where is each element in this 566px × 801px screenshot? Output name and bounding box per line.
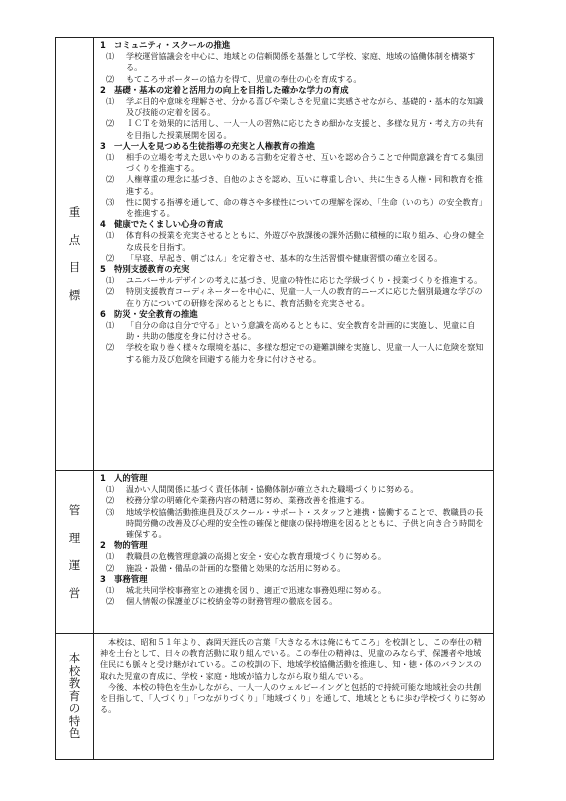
list-item: ⑵ 個人情報の保護並びに校納金等の財務管理の徹底を図る。	[106, 596, 338, 607]
school-features-row	[56, 633, 493, 759]
list-item: ⑵ 特別支援教育コーディネーターを中心に、児童一人一人の教育的ニーズに応じた個別最適な学びの在り方についての研修を深めるとともに、教育活動を充実させる。	[106, 286, 483, 308]
list-item: ⑶ 地域学校協働活動推進員及びスクール・サポート・スタッフと連携・協働することで、教職員の長時間労働の改善及び心理的安全性の確保と健康の保持増進を図るとともに、子供と向き合う時間を確保する。	[106, 506, 484, 540]
list-item: ⑴ 教職員の危機管理意識の高揚と安全・安心な教育環境づくりに努める。	[106, 551, 387, 562]
label-char: の	[68, 701, 81, 716]
label-char: 校	[68, 663, 81, 678]
list-item: ⑵ 施設・設備・備品の計画的な整備と効果的な活用に努める。	[106, 562, 346, 573]
school-features-content	[94, 634, 493, 759]
section-heading: 4 健康でたくましい心身の育成	[100, 219, 223, 230]
list-item: ⑴ 学校運営協議会を中心に、地域との信頼関係を基盤として学校、家庭、地域の協働体制を構築する。	[106, 51, 476, 73]
list-item: ⑴ 体育科の授業を充実させるとともに、外遊びや放課後の課外活動に積極的に取り組み、心身の健全な成長を目指す。	[106, 230, 484, 252]
label-char: 育	[68, 688, 81, 703]
list-item: ⑵ 人権尊重の理念に基づき、自他のよさを認め、互いに尊重し合い、共に生きる人権・同和教育を推進する。	[106, 174, 483, 196]
section-heading: 3 事務管理	[100, 573, 148, 584]
label-char: 管	[68, 503, 81, 517]
section-heading: 3 一人一人を見つめる生徒指導の充実と人権教育の推進	[100, 140, 315, 151]
list-item: ⑵ 「早寝、早起き、朝ごはん」を定着させ、基本的な生活習慣や健康習慣の確立を図る。	[106, 252, 443, 263]
school-features-label-cell	[56, 634, 94, 759]
label-char: 特	[68, 713, 81, 728]
management-row	[56, 470, 493, 633]
features-paragraph: 今後、本校の特色を生かしながら、一人一人のウェルビーイングと包括的で持続可能な地域社会の共創を目指して、「人づくり」「つながりづくり」「地域づくり」を通して、地域とともに歩む学校づくりに努める。	[100, 681, 486, 715]
label-char: 営	[68, 585, 81, 600]
list-item: ⑴ 温かい人間関係に基づく責任体制・協働体制が確立された職場づくりに努める。	[106, 484, 419, 495]
focus-goals-label-cell	[56, 38, 94, 470]
list-item: ⑴ ユニバーサルデザインの考えに基づき、児童の特性に応じた学級づくり・授業づくりを推進する。	[106, 275, 483, 286]
list-item: ⑴ 城北共同学校事務室との連携を図り、適正で迅速な事務処理に努める。	[106, 585, 387, 596]
label-char: 運	[68, 558, 81, 572]
section-heading: 1 コミュニティ・スクールの推進	[100, 40, 231, 50]
label-char: 標	[68, 287, 81, 302]
focus-goals-content	[94, 38, 493, 470]
management-label-cell	[56, 471, 94, 633]
list-item: ⑵ もてころサポーターの協力を得て、児童の奉仕の心を育成する。	[106, 73, 362, 84]
features-paragraph: 本校は、昭和５１年より、森岡天涯氏の言葉「大きなる木は俺にもてころ」を校訓とし、この奉仕の精神を土台として、日々の教育活動に取り組んでいる。この奉仕の精神は、児童のみならず、保護者や地域住民にも脈々と受け継がれている。この校訓の下、地域学校協働活動を推進し、知・徳・体のバランスの取れた児童の育成に、学校・家庭・地域が協力しながら取り組んでいる。	[100, 637, 482, 681]
focus-goals-row	[56, 38, 493, 470]
list-item: ⑵ 学校を取り巻く様々な環境を基に、多様な想定での避難訓練を実施し、児童一人一人に危険を察知する能力及び危険を回避する能力を身に付けさせる。	[106, 342, 484, 364]
label-char: 理	[68, 530, 81, 545]
list-item: ⑶ 性に関する指導を通して、命の尊さや多様性についての理解を深め、「生命（いのち）の安全教育」を推進する。	[106, 196, 487, 219]
list-item: ⑴ 相手の立場を考えた思いやりのある言動を定着させ、互いを認め合うことで仲間意識を育てる集団づくりを推進する。	[106, 152, 484, 174]
management-content	[94, 471, 493, 633]
label-char: 目	[68, 260, 81, 274]
label-char: 本	[68, 651, 81, 666]
section-heading: 2 物的管理	[100, 540, 148, 551]
list-item: ⑵ 校務分掌の明確化や業務内容の精選に努め、業務改善を推進する。	[106, 495, 370, 506]
label-char: 教	[68, 676, 81, 691]
section-heading: 1 人的管理	[100, 473, 148, 483]
policy-table	[55, 37, 494, 760]
label-char: 色	[68, 726, 81, 741]
label-char: 点	[68, 232, 81, 247]
list-item: ⑴ 「自分の命は自分で守る」という意識を高めるとともに、安全教育を計画的に実施し、児童に自助・共助の態度を身に付けさせる。	[106, 320, 476, 342]
label-char: 重	[68, 205, 81, 219]
section-heading: 5 特別支援教育の充実	[100, 264, 190, 275]
list-item: ⑵ ＩＣＴを効果的に活用し、一人一人の習熟に応じたきめ細かな支援と、多様な見方・考え方の共有を目指した授業展開を図る。	[106, 118, 484, 140]
section-heading: 6 防災・安全教育の推進	[100, 308, 198, 319]
section-heading: 2 基礎・基本の定着と活用力の向上を目指した確かな学力の育成	[100, 84, 349, 95]
list-item: ⑴ 学ぶ目的や意味を理解させ、分かる喜びや楽しさを児童に実感させながら、基礎的・基本的な知識及び技能の定着を図る。	[106, 96, 484, 118]
